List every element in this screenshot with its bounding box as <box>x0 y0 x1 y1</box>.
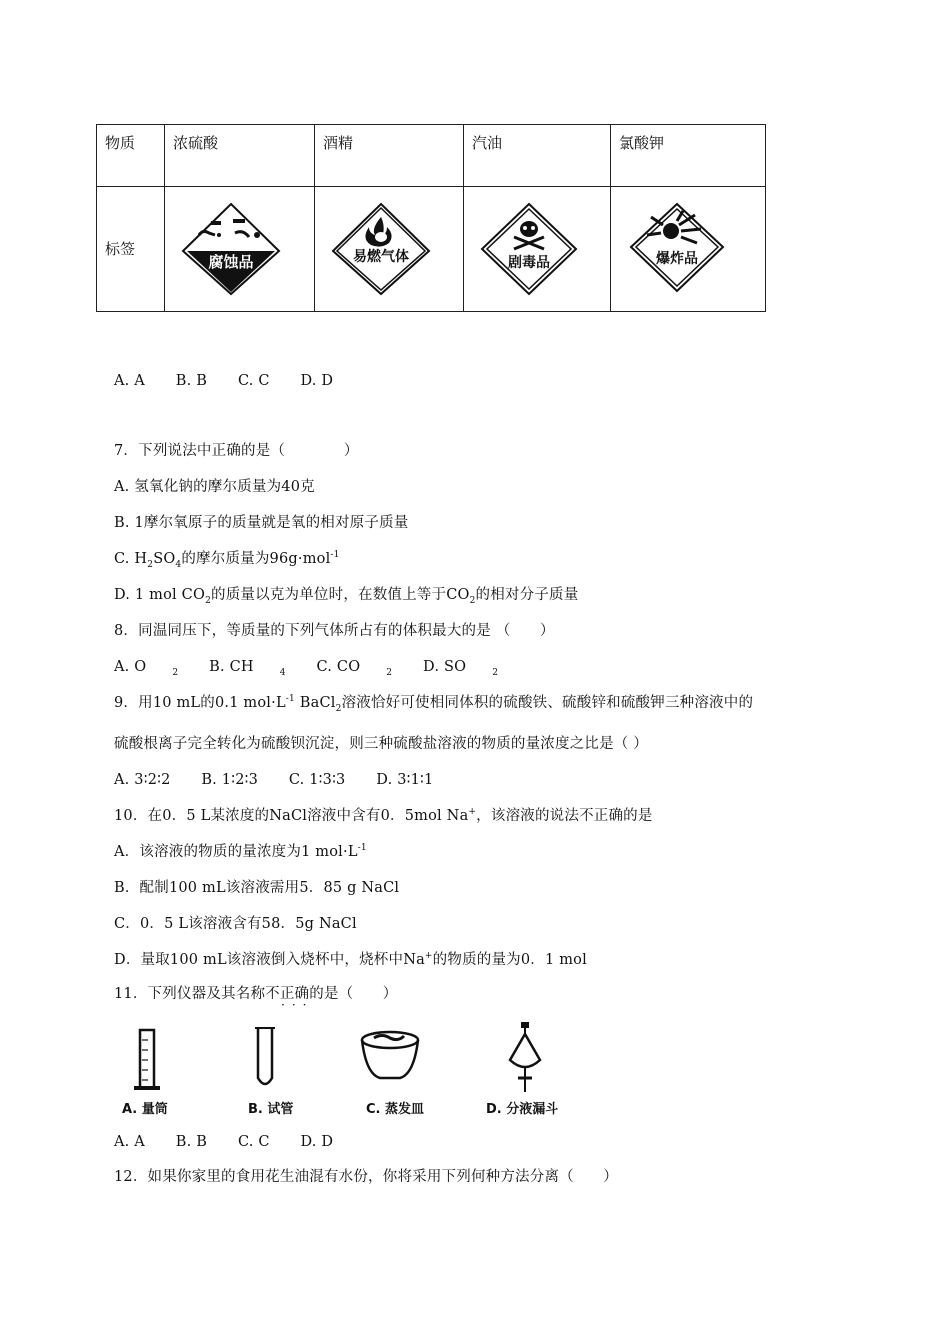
text: 的相对分子质量 <box>475 587 579 603</box>
superscript: -1 <box>357 843 367 854</box>
table-cell-header: 物质 <box>97 125 165 187</box>
option-b[interactable]: B. B <box>175 1134 208 1150</box>
q7-option-c[interactable] <box>114 550 340 568</box>
q9-stem-line2: 硫酸根离子完全转化为硫酸钡沉淀，则三种硫酸盐溶液的物质的量浓度之比是（ ） <box>114 736 649 752</box>
q9-options <box>114 771 459 789</box>
text: C. CO <box>316 659 361 675</box>
q7-option-b[interactable]: B. 1摩尔氧原子的质量就是氧的相对原子质量 <box>114 515 409 531</box>
option-a[interactable] <box>114 659 179 678</box>
subscript: 2 <box>205 595 212 606</box>
table-cell-sign <box>315 187 464 312</box>
test-tube-icon <box>255 1028 275 1084</box>
text: 的摩尔质量为96g·mol <box>181 551 331 567</box>
q8-stem: 8．同温同压下，等质量的下列气体所占有的体积最大的是 （ ） <box>114 623 555 639</box>
text: C. H <box>114 551 148 567</box>
table-cell-sign <box>611 187 766 312</box>
flammable-gas-sign-icon <box>323 201 439 297</box>
sign-text: 剧毒品 <box>508 255 550 271</box>
instrument-label-b: B. 试管 <box>248 1102 294 1117</box>
instrument-label-d: D. 分液漏斗 <box>486 1102 559 1117</box>
hazard-label-table <box>96 124 766 312</box>
q7-stem: 7．下列说法中正确的是（ ） <box>114 443 359 459</box>
subscript: 2 <box>335 703 342 714</box>
corrosive-sign-icon <box>173 201 289 297</box>
text: 10．在0．5 L某浓度的NaCl溶液中含有0．5mol Na <box>114 808 469 824</box>
q10-option-a[interactable] <box>114 843 367 861</box>
option-c[interactable]: C. 1∶3∶3 <box>288 772 346 788</box>
option-c[interactable]: C. C <box>237 373 270 389</box>
option-a[interactable]: A. A <box>114 1134 145 1150</box>
q12-stem: 12．如果你家里的食用花生油混有水份，你将采用下列何种方法分离（ ） <box>114 1169 618 1185</box>
option-b[interactable]: B. B <box>175 373 208 389</box>
q7-option-a[interactable]: A. 氢氧化钠的摩尔质量为40克 <box>114 479 315 495</box>
q10-option-b[interactable]: B．配制100 mL该溶液需用5．85 g NaCl <box>114 880 400 896</box>
text: D. SO <box>423 659 467 675</box>
q10-option-d[interactable] <box>114 951 587 969</box>
q9-stem-line1 <box>114 694 753 712</box>
option-c[interactable]: C. C <box>237 1134 270 1150</box>
table-cell-sign <box>464 187 611 312</box>
option-a[interactable]: A. A <box>114 373 145 389</box>
table-cell-sign <box>165 187 315 312</box>
instrument-label-a: A. 量筒 <box>122 1102 168 1117</box>
text: 溶液恰好可使相同体积的硫酸铁、硫酸锌和硫酸钾三种溶液中的 <box>341 695 754 711</box>
table-cell: 酒精 <box>315 125 464 187</box>
text: A．该溶液的物质的量浓度为1 mol·L <box>114 844 358 860</box>
option-d[interactable]: D. D <box>300 1134 334 1150</box>
q10-stem <box>114 807 653 825</box>
subscript: 2 <box>172 667 179 678</box>
text: SO <box>153 551 176 567</box>
sign-text: 爆炸品 <box>656 251 698 267</box>
superscript: + <box>424 951 433 962</box>
subscript: 2 <box>492 667 499 678</box>
superscript: -1 <box>330 550 340 561</box>
subscript: 2 <box>147 559 154 570</box>
instrument-figure <box>118 1022 598 1118</box>
toxic-sign-icon <box>472 201 586 297</box>
graduated-cylinder-icon <box>134 1030 160 1088</box>
q11-options <box>114 1133 359 1151</box>
text: ，该溶液的说法不正确的是 <box>476 808 653 824</box>
q6-options <box>114 372 359 390</box>
table-cell: 汽油 <box>464 125 611 187</box>
text: B. CH <box>209 659 254 675</box>
text: D. 1 mol CO <box>114 587 206 603</box>
table-cell: 氯酸钾 <box>611 125 766 187</box>
text: 的质量以克为单位时，在数值上等于CO <box>211 587 470 603</box>
q8-options <box>114 658 524 676</box>
option-b[interactable]: B. 1∶2∶3 <box>201 772 259 788</box>
option-d[interactable] <box>423 659 499 678</box>
table-cell-header: 标签 <box>97 187 165 312</box>
table-row-substance <box>97 125 766 187</box>
option-d[interactable]: D. 3∶1∶1 <box>376 772 434 788</box>
superscript: + <box>468 807 477 818</box>
separatory-funnel-icon <box>510 1022 540 1092</box>
text: BaCl <box>294 695 336 711</box>
subscript: 2 <box>469 595 476 606</box>
emphasis-dots: ··· <box>281 998 314 1012</box>
evaporating-dish-icon <box>362 1032 418 1078</box>
option-d[interactable]: D. D <box>300 373 334 389</box>
sign-text: 易燃气体 <box>353 249 409 265</box>
text: A. O <box>114 659 147 675</box>
subscript: 4 <box>175 559 182 570</box>
instrument-drawings <box>118 1022 598 1098</box>
option-c[interactable] <box>316 659 393 678</box>
q7-option-d[interactable] <box>114 586 578 604</box>
text: 的物质的量为0．1 mol <box>432 952 587 968</box>
option-b[interactable] <box>209 659 286 678</box>
q11-stem: 11．下列仪器及其名称不正确的是（ ） <box>114 986 398 1002</box>
superscript: -1 <box>285 694 295 705</box>
subscript: 4 <box>279 667 286 678</box>
option-a[interactable]: A. 3∶2∶2 <box>114 772 171 788</box>
explosive-sign-icon <box>619 201 735 297</box>
table-row-label <box>97 187 766 312</box>
instrument-label-c: C. 蒸发皿 <box>366 1102 425 1117</box>
table-cell: 浓硫酸 <box>165 125 315 187</box>
text: D．量取100 mL该溶液倒入烧杯中，烧杯中Na <box>114 952 425 968</box>
q10-option-c[interactable]: C．0．5 L该溶液含有58．5g NaCl <box>114 916 357 932</box>
text: 9．用10 mL的0.1 mol·L <box>114 695 286 711</box>
sign-text: 腐蚀品 <box>208 253 254 271</box>
subscript: 2 <box>386 667 393 678</box>
